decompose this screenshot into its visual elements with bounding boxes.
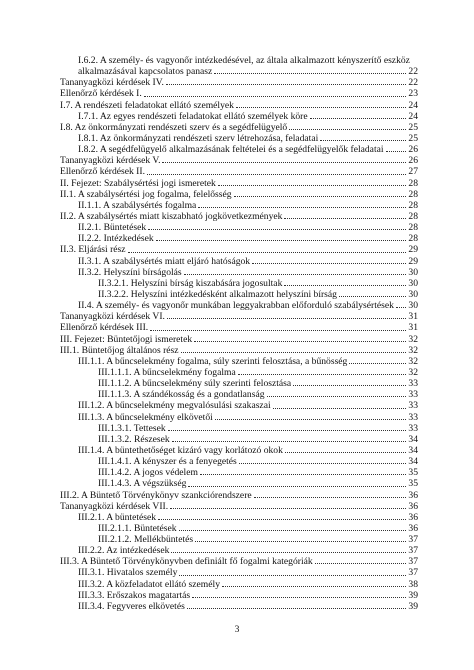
toc-entry-page: 28: [408, 222, 418, 234]
toc-entry-title: I.7. A rendészeti feladatokat ellátó személyek: [60, 99, 234, 111]
toc-entry-page: 28: [408, 233, 418, 245]
toc-entry-title: Ellenőrző kérdések III.: [60, 322, 149, 334]
dot-leader: [192, 590, 406, 598]
toc-entry-page: 31: [408, 311, 418, 323]
toc-entry-title: I.7.1. Az egyes rendészeti feladatokat ellátó személyek köre: [78, 110, 308, 122]
dot-leader: [234, 189, 407, 197]
toc-entry[interactable]: [60, 400, 418, 411]
toc-entry-title: Ellenőrző kérdések I.: [60, 88, 142, 100]
toc-entry[interactable]: [60, 534, 418, 545]
toc-entry-title-continued: alkalmazásával kapcsolatos panasz: [78, 66, 213, 78]
toc-entry[interactable]: [60, 267, 418, 278]
toc-entry-title: III.1.1.2. A bűncselekmény súly szerinti felosztása: [98, 378, 292, 390]
toc-entry-title: II.3. Eljárási rész: [60, 244, 126, 256]
toc-entry-page: 33: [408, 400, 418, 412]
dot-leader: [396, 300, 406, 308]
toc-entry-title: III.1.4.3. A végszükség: [98, 478, 187, 490]
toc-entry[interactable]: [60, 356, 418, 367]
toc-entry-title: II.4. A személy- és vagyonőr munkában leggyakrabban előforduló szabálysértések: [78, 300, 394, 312]
toc-entry-title: III.2.2. Az intézkedések: [78, 545, 170, 557]
toc-entry-page: 31: [408, 322, 418, 334]
toc-entry-page: 28: [408, 177, 418, 189]
toc-entry-title: III.3.1. Hivatalos személy: [78, 567, 178, 579]
toc-entry[interactable]: [60, 88, 418, 99]
toc-entry-page: 35: [408, 467, 418, 479]
toc-entry[interactable]: [60, 155, 418, 166]
dot-leader: [315, 556, 407, 564]
toc-entry-page: 35: [408, 478, 418, 490]
toc-entry-page: 34: [408, 456, 418, 468]
dot-leader: [187, 601, 407, 609]
dot-leader: [386, 144, 407, 152]
toc-entry-title: II.3.2.2. Helyszíni intézkedésként alkalmazott helyszíni bírság: [98, 288, 337, 300]
dot-leader: [167, 311, 406, 319]
toc-entry[interactable]: [60, 434, 418, 445]
toc-entry[interactable]: [60, 278, 418, 289]
toc-entry[interactable]: [60, 100, 418, 111]
toc-entry[interactable]: [60, 122, 418, 133]
toc-entry[interactable]: [60, 77, 418, 88]
dot-leader: [171, 545, 406, 553]
dot-leader: [128, 244, 407, 252]
dot-leader: [320, 133, 406, 141]
toc-entry[interactable]: [60, 512, 418, 523]
toc-entry-title: III.1.1.3. A szándékosság és a gondatlanság: [98, 389, 265, 401]
toc-entry[interactable]: [60, 556, 418, 567]
toc-entry[interactable]: [60, 244, 418, 255]
toc-entry[interactable]: [60, 256, 418, 267]
toc-entry-page: 37: [408, 556, 418, 568]
toc-entry-title: III.3.4. Fegyveres elkövetés: [78, 600, 185, 612]
dot-leader: [150, 322, 406, 330]
toc-entry-title: II.3.2.1. Helyszíni bírság kiszabására jogosultak: [98, 277, 283, 289]
dot-leader: [293, 378, 406, 386]
toc-entry[interactable]: [60, 311, 418, 322]
toc-entry-title: III.1.2. A bűncselekmény megvalósulási szakaszai: [78, 400, 271, 412]
toc-entry-title: III.3.2. A közfeladatot ellátó személy: [78, 578, 220, 590]
toc-entry-title: II. Fejezet: Szabálysértési jogi ismeretek: [60, 177, 216, 189]
toc-entry-page: 38: [408, 578, 418, 590]
dot-leader: [222, 579, 406, 587]
toc-entry[interactable]: [60, 523, 418, 534]
toc-entry-title: III.1. Büntetőjog általános rész: [60, 344, 179, 356]
toc-entry[interactable]: [60, 233, 418, 244]
toc-entry-page: 28: [408, 199, 418, 211]
toc-entry[interactable]: [60, 423, 418, 434]
toc-entry[interactable]: [60, 200, 418, 211]
toc-entry[interactable]: [60, 144, 418, 155]
toc-list: [60, 77, 418, 612]
toc-entry[interactable]: [60, 211, 418, 222]
dot-leader: [339, 289, 406, 297]
toc-entry[interactable]: [60, 133, 418, 144]
toc-entry[interactable]: [60, 445, 418, 456]
toc-entry[interactable]: [60, 55, 418, 77]
dot-leader: [289, 122, 406, 130]
toc-entry-title: I.8.1. Az önkormányzati rendészeti szerv létrehozása, feladatai: [78, 133, 319, 144]
dot-leader: [147, 166, 406, 174]
toc-entry-page: 30: [408, 288, 418, 300]
dot-leader: [156, 233, 407, 241]
toc-entry-page: 33: [408, 389, 418, 401]
toc-entry-title: III.1.4.1. A kényszer és a fenyegetés: [98, 456, 237, 468]
toc-entry-page: 32: [408, 366, 418, 378]
toc-entry-page: 30: [408, 300, 418, 312]
toc-entry[interactable]: [60, 178, 418, 189]
toc-entry[interactable]: [60, 389, 418, 400]
toc-entry-title: III.3. A Büntető Törvénykönyvben definiált fő fogalmi kategóriák: [60, 556, 313, 568]
toc-entry-title: III.1.4.2. A jogos védelem: [98, 467, 198, 479]
toc-entry-page: 26: [408, 144, 418, 156]
dot-leader: [148, 222, 406, 230]
toc-entry-title: II.2.1. Büntetések: [78, 222, 147, 234]
toc-entry-page: 37: [408, 534, 418, 546]
toc-entry[interactable]: [60, 111, 418, 122]
dot-leader: [200, 467, 406, 475]
toc-entry-page: 34: [408, 433, 418, 445]
toc-entry-page: 36: [408, 500, 418, 512]
dot-leader: [252, 256, 406, 264]
dot-leader: [284, 211, 406, 219]
toc-entry-title: III.1.1.1. A bűncselekmény fogalma: [98, 366, 236, 378]
toc-entry-page: 39: [408, 600, 418, 612]
toc-entry-page: 28: [408, 210, 418, 222]
toc-entry-page: 32: [408, 355, 418, 367]
dot-leader: [194, 334, 406, 342]
dot-leader: [198, 200, 406, 208]
toc-entry[interactable]: [60, 189, 418, 200]
toc-entry[interactable]: [60, 300, 418, 311]
toc-entry-title: III.1.1. A bűncselekmény fogalma, súly szerinti felosztása, a bűnösség: [78, 355, 348, 367]
toc-entry-page: 39: [408, 589, 418, 601]
toc-entry-title: III.3.3. Erőszakos magatartás: [78, 589, 191, 601]
toc-entry-page: 30: [408, 277, 418, 289]
toc-entry-title: I.8.2. A segédfelügyelő alkalmazásának feltételei és a segédfelügyelők feladatai: [78, 144, 384, 156]
toc-entry-title: II.3.2. Helyszíni bírságolás: [78, 266, 182, 278]
toc-entry[interactable]: [60, 579, 418, 590]
toc-entry-title: Tananyagközi kérdések IV.: [60, 77, 164, 89]
toc-entry-title: Tananyagközi kérdések V.: [60, 155, 161, 167]
dot-leader: [179, 523, 407, 531]
dot-leader: [239, 456, 407, 464]
toc-entry-title: I.8. Az önkormányzati rendészeti szerv és a segédfelügyelő: [60, 121, 288, 133]
page-number: 3: [234, 624, 240, 635]
toc-entry-title: Ellenőrző kérdések II.: [60, 166, 145, 178]
dot-leader: [267, 389, 407, 397]
toc-entry[interactable]: [60, 378, 418, 389]
dot-leader: [144, 88, 407, 96]
toc-entry[interactable]: [60, 490, 418, 501]
dot-leader: [166, 77, 407, 85]
toc-entry-title: III.2.1.1. Büntetések: [98, 522, 177, 534]
toc-entry-title: II.2.2. Intézkedések: [78, 233, 154, 245]
dot-leader: [170, 501, 406, 509]
toc-entry-page: 25: [408, 133, 418, 144]
toc-entry-page: 36: [408, 511, 418, 523]
toc-entry-page: 33: [408, 422, 418, 434]
toc-entry[interactable]: [60, 166, 418, 177]
toc-entry-title: I.6.2. A személy- és vagyonőr intézkedésével, az általa alkalmazott kényszerítő eszköz: [78, 55, 410, 66]
toc-entry-title: III.1.3. A bűncselekmény elkövetői: [78, 411, 213, 423]
dot-leader: [172, 434, 407, 442]
toc-entry-page: 26: [408, 155, 418, 167]
toc-entry-title: III. Fejezet: Büntetőjogi ismeretek: [60, 333, 193, 345]
dot-leader: [168, 423, 407, 431]
toc-entry-page: 29: [408, 255, 418, 267]
toc-entry-page: 32: [408, 333, 418, 345]
toc-entry-page: 28: [408, 188, 418, 200]
dot-leader: [195, 534, 406, 542]
toc-entry-page: 33: [408, 411, 418, 423]
toc-entry-title: II.1.1. A szabálysértés fogalma: [78, 199, 197, 211]
dot-leader: [273, 400, 407, 408]
toc-entry-page: 37: [408, 567, 418, 579]
toc-entry[interactable]: [60, 367, 418, 378]
dot-leader: [218, 178, 407, 186]
toc-entry-title: III.2.1. A büntetések: [78, 511, 157, 523]
toc-entry-page: 36: [408, 489, 418, 501]
toc-entry[interactable]: [60, 334, 418, 345]
toc-entry-page: 22: [408, 77, 418, 89]
toc-entry-title: III.2.1.2. Mellékbüntetés: [98, 534, 194, 546]
toc-entry[interactable]: [60, 289, 418, 300]
dot-leader: [254, 490, 407, 498]
toc-entry-page: 25: [408, 121, 418, 133]
toc-entry[interactable]: [60, 345, 418, 356]
dot-leader: [215, 412, 407, 420]
toc-entry-page: 23: [408, 88, 418, 100]
toc-entry-page: 27: [408, 166, 418, 178]
toc-entry[interactable]: [60, 478, 418, 489]
toc-entry-page: 37: [408, 545, 418, 557]
toc-entry-title: III.1.3.2. Részesek: [98, 433, 170, 445]
toc-entry[interactable]: [60, 322, 418, 333]
toc-entry-page: 24: [408, 99, 418, 111]
toc-entry[interactable]: [60, 601, 418, 612]
toc-entry-page: 29: [408, 244, 418, 256]
toc-entry-page: 24: [408, 110, 418, 122]
toc-entry[interactable]: [60, 590, 418, 601]
toc-entry-page: 36: [408, 522, 418, 534]
dot-leader: [188, 478, 406, 486]
toc-entry-title: III.1.3.1. Tettesek: [98, 422, 166, 434]
toc-entry-page: 30: [408, 266, 418, 278]
dot-leader: [238, 367, 407, 375]
dot-leader: [285, 445, 407, 453]
toc-entry-title: Tananyagközi kérdések VII.: [60, 500, 169, 512]
dot-leader: [310, 111, 407, 119]
dot-leader: [184, 267, 407, 275]
dot-leader: [181, 345, 407, 353]
toc-entry-title: Tananyagközi kérdések VI.: [60, 311, 165, 323]
dot-leader: [349, 356, 406, 364]
dot-leader: [236, 100, 406, 108]
dot-leader: [158, 512, 406, 520]
toc-entry[interactable]: [60, 412, 418, 423]
dot-leader: [284, 278, 406, 286]
toc-entry-title: III.1.4. A büntethetőséget kizáró vagy korlátozó okok: [78, 444, 283, 456]
toc-entry-page: 32: [408, 344, 418, 356]
toc-entry[interactable]: [60, 222, 418, 233]
toc-entry[interactable]: [60, 501, 418, 512]
table-of-contents: [60, 55, 418, 612]
toc-entry-title: II.1. A szabálysértési jog fogalma, felelősség: [60, 188, 232, 200]
toc-entry[interactable]: [60, 545, 418, 556]
toc-entry-title: II.2. A szabálysértés miatt kiszabható jogkövetkezmények: [60, 210, 283, 222]
toc-entry[interactable]: [60, 456, 418, 467]
toc-entry[interactable]: [60, 567, 418, 578]
toc-entry-page: 34: [408, 444, 418, 456]
toc-entry-page: 22: [408, 66, 418, 78]
dot-leader: [179, 567, 406, 575]
dot-leader: [162, 155, 406, 163]
toc-entry-page: 33: [408, 378, 418, 390]
toc-entry[interactable]: [60, 467, 418, 478]
dot-leader: [214, 66, 406, 74]
toc-entry-title: III.2. A Büntető Törvénykönyv szankciórendszere: [60, 489, 252, 501]
toc-entry-title: II.3.1. A szabálysértés miatt eljáró hatóságok: [78, 255, 251, 267]
